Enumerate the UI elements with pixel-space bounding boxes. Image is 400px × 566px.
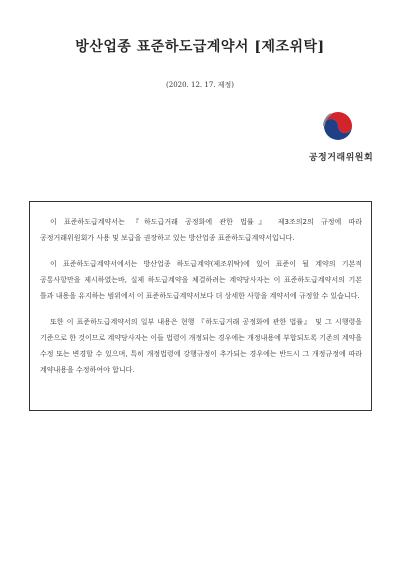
notice-paragraph-3: 또한 이 표준하도급계약서의 일부 내용은 현행 『하도급거래 공정화에 관한 법률』 및 그 시행령을 기준으로 한 것이므로 계약당사자는 이들 법령이 개정되는 경우에는 개정내용에 부합되도록 기존의 계약을 수정 또는 변경할 수 있으며, 특히 개정법령에 강행규정이 추가되는 경우에는 반드시 그 개정규정에 따라 계약내용을 수정하여야 합니다. <box>40 318 363 374</box>
document-title: 방산업종 표준하도급계약서 [제조위탁] <box>75 39 325 55</box>
agency-name: 공정거래위원회 <box>308 153 374 163</box>
notice-box <box>29 201 372 411</box>
notice-paragraph-1: 이 표준하도급계약서는 『하도급거래 공정화에 관한 법률』 제3조의2의 규정에 따라 공정거래위원회가 사용 및 보급을 권장하고 있는 방산업종 표준하도급계약서입니다. <box>40 218 362 242</box>
notice-paragraph-2: 이 표준하도급계약서에서는 방산업종 하도급계약(제조위탁)에 있어 표준이 될 계약의 기본적 공통사항만을 제시하였는바, 실제 하도급계약을 체결하려는 계약당사자는 이 표준하도급계약서의 기본 틀과 내용을 유지하는 범위에서 이 표준하도급계약서보다 더 상세한 사항을 계약서에 규정할 수 있습니다. <box>40 260 362 300</box>
taegeuk-emblem-icon <box>320 108 356 144</box>
enactment-date: (2020. 12. 17. 제정) <box>166 81 234 89</box>
